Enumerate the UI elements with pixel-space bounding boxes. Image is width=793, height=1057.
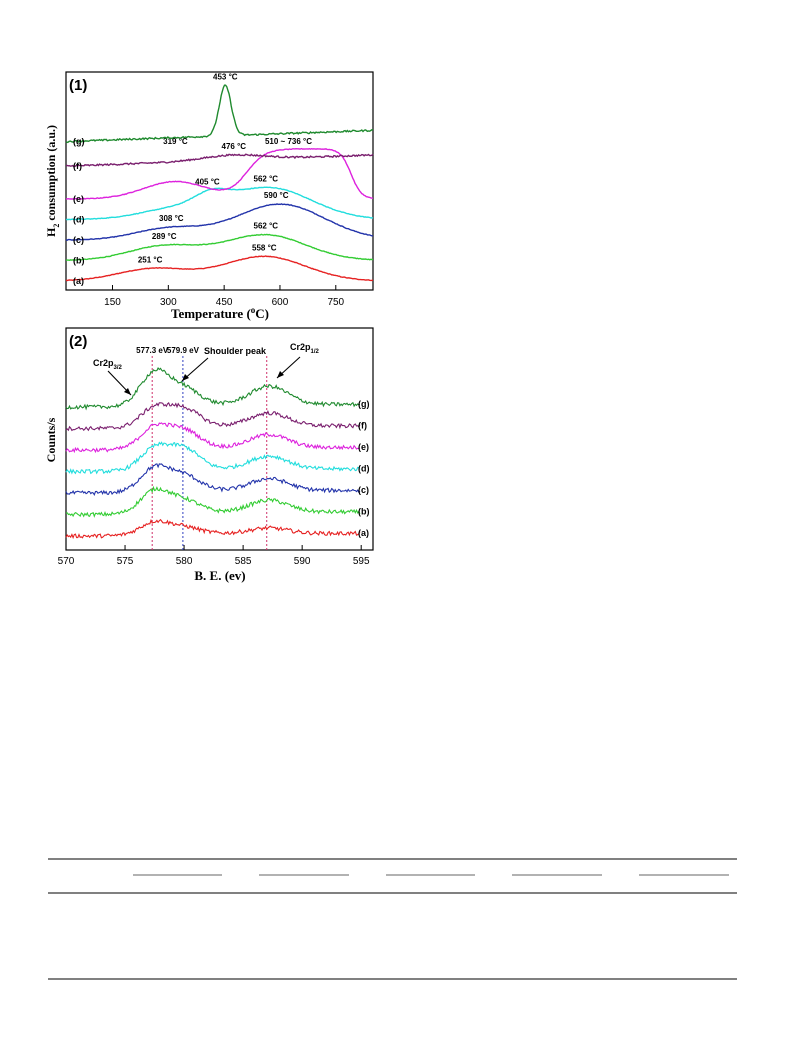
tpr-peak-annotation: 453 °C bbox=[213, 72, 238, 82]
tpr-peak-annotation: 510 ~ 736 °C bbox=[264, 136, 313, 146]
xps-reference-label: 577.3 eV bbox=[136, 346, 169, 355]
tpr-series-g bbox=[66, 73, 373, 147]
tpr-peak-annotation: 562 °C bbox=[253, 174, 279, 184]
xps-x-tick-label: 590 bbox=[293, 556, 311, 567]
tpr-series-b bbox=[66, 222, 373, 266]
tpr-peak-annotation: 319 °C bbox=[163, 136, 188, 146]
xps-annotation-cr2p32: $Cr2p_{3/2}$ bbox=[93, 358, 122, 371]
xps-annotation-shoulder: Shoulder peak bbox=[204, 346, 267, 356]
tpr-series-label: (b) bbox=[73, 255, 85, 266]
tpr-x-tick-label: 450 bbox=[215, 297, 233, 308]
tpr-peak-annotation: 558 °C bbox=[252, 243, 277, 253]
xps-series-label: (c) bbox=[358, 484, 369, 495]
tpr-curve bbox=[66, 85, 373, 142]
xps-x-tick-label: 585 bbox=[234, 556, 252, 567]
xps-y-axis-label: Counts/s bbox=[44, 417, 58, 463]
tpr-y-axis-label: $H_2$ consumption (a.u.) bbox=[44, 124, 61, 238]
tpr-series-label: (g) bbox=[73, 136, 85, 147]
tpr-peak-annotation: 251 °C bbox=[137, 255, 163, 265]
xps-curve bbox=[66, 520, 360, 538]
tpr-peak-annotation: 308 °C bbox=[159, 213, 184, 223]
xps-panel-label: (2) bbox=[69, 333, 88, 350]
tpr-x-tick-label: 750 bbox=[327, 297, 345, 308]
xps-x-tick-label: 575 bbox=[116, 556, 134, 567]
tpr-x-tick-label: 150 bbox=[104, 297, 121, 308]
tpr-x-axis-label: Temperature ($^o$C) bbox=[170, 305, 270, 321]
tpr-series-f bbox=[66, 142, 373, 171]
xps-x-axis-label: B. E. (ev) bbox=[194, 568, 246, 583]
xps-curve bbox=[66, 368, 360, 409]
xps-x-tick-label: 580 bbox=[175, 556, 193, 567]
tpr-series-a bbox=[66, 243, 373, 286]
xps-series-label: (d) bbox=[358, 463, 370, 474]
xps-reference-label: 579.9 eV bbox=[166, 346, 199, 355]
tpr-curve bbox=[66, 154, 373, 167]
tpr-series-label: (c) bbox=[73, 235, 84, 245]
xps-x-tick-label: 595 bbox=[352, 556, 370, 567]
tpr-peak-annotation: 289 °C bbox=[151, 231, 177, 241]
tpr-panel-label: (1) bbox=[69, 77, 88, 94]
xps-annotation-cr2p12: $Cr2p_{1/2}$ bbox=[290, 342, 319, 355]
xps-panel bbox=[44, 328, 373, 583]
tpr-curve bbox=[66, 204, 373, 240]
tpr-peak-annotation: 590 °C bbox=[263, 191, 289, 201]
xps-x-tick-label: 570 bbox=[57, 556, 75, 567]
tpr-x-tick-label: 600 bbox=[271, 297, 289, 308]
tpr-peak-annotation: 476 °C bbox=[221, 141, 247, 151]
tpr-series-label: (f) bbox=[73, 161, 82, 172]
tpr-series-e bbox=[66, 137, 373, 204]
xps-series-label: (e) bbox=[358, 441, 369, 452]
table-skeleton bbox=[48, 859, 737, 979]
xps-series-label: (a) bbox=[358, 527, 369, 538]
xps-series-label: (f) bbox=[358, 420, 367, 431]
tpr-peak-annotation: 405 °C bbox=[195, 177, 220, 187]
tpr-x-tick-label: 300 bbox=[159, 297, 177, 308]
tpr-series-label: (e) bbox=[73, 194, 84, 204]
xps-series-a bbox=[66, 520, 369, 538]
xps-series-f bbox=[66, 403, 367, 431]
tpr-series-label: (a) bbox=[73, 276, 84, 286]
xps-series-label: (g) bbox=[358, 398, 370, 409]
xps-series-label: (b) bbox=[358, 506, 370, 517]
tpr-series-c bbox=[66, 191, 373, 245]
tpr-series-d bbox=[66, 174, 373, 224]
tpr-curve bbox=[66, 187, 373, 219]
tpr-panel bbox=[44, 72, 373, 321]
tpr-curve bbox=[66, 231, 373, 260]
tpr-curve bbox=[66, 256, 373, 281]
tpr-series-label: (d) bbox=[73, 214, 85, 225]
tpr-peak-annotation: 562 °C bbox=[253, 221, 279, 231]
